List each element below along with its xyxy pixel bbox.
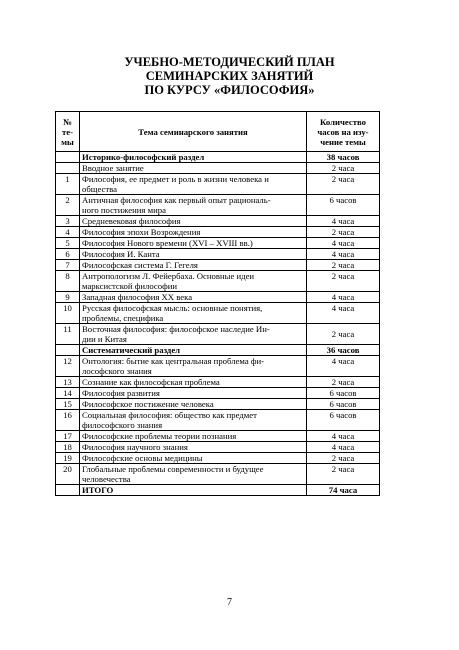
topic-title bbox=[80, 260, 307, 271]
title-line-2: СЕМИНАРСКИХ ЗАНЯТИЙ bbox=[145, 69, 314, 83]
topic-number: 11 bbox=[56, 324, 80, 345]
topic-title bbox=[80, 238, 307, 249]
topic-title bbox=[80, 464, 307, 485]
topic-title-line: Социальная философия: общество как предмет bbox=[82, 410, 257, 420]
table-row bbox=[56, 356, 380, 377]
topic-title-line: Философия развития bbox=[82, 388, 160, 398]
title-line-1: УЧЕБНО-МЕТОДИЧЕСКИЙ ПЛАН bbox=[124, 55, 335, 69]
topic-hours: 4 часа bbox=[307, 292, 380, 303]
topic-title-line: Философские основы медицины bbox=[82, 453, 203, 463]
topic-title-line: Антропологизм Л. Фейербаха. Основные идеи bbox=[82, 271, 255, 281]
topic-title bbox=[80, 442, 307, 453]
topic-title-line: дии и Китая bbox=[82, 334, 127, 344]
topic-title-line: Глобальные проблемы современности и будущее bbox=[82, 464, 264, 474]
topic-title bbox=[80, 174, 307, 195]
topic-title-line: ИТОГО bbox=[82, 485, 114, 495]
topic-hours: 6 часов bbox=[307, 399, 380, 410]
topic-title-line: ного постижения мира bbox=[82, 205, 166, 215]
topic-number: 9 bbox=[56, 292, 80, 303]
header-num-line: № bbox=[63, 116, 72, 127]
header-num-line: те- bbox=[61, 126, 74, 137]
topic-number: 6 bbox=[56, 249, 80, 260]
topic-hours: 2 часа bbox=[307, 377, 380, 388]
topic-title-line: лософского знания bbox=[82, 366, 152, 376]
topic-number: 18 bbox=[56, 442, 80, 453]
page-number: 7 bbox=[227, 597, 232, 608]
table-header-row bbox=[56, 112, 380, 152]
header-hours-line: чение темы bbox=[320, 136, 366, 147]
topic-number bbox=[56, 345, 80, 356]
topic-number: 14 bbox=[56, 388, 80, 399]
topic-title bbox=[80, 303, 307, 324]
topic-hours: 2 часа bbox=[307, 260, 380, 271]
topic-title bbox=[80, 399, 307, 410]
topic-title-line: проблемы, специфика bbox=[82, 313, 164, 323]
header-hours bbox=[307, 112, 380, 152]
total-row bbox=[56, 485, 380, 496]
topic-number: 4 bbox=[56, 227, 80, 238]
topic-title bbox=[80, 410, 307, 431]
topic-title-line: Философия Нового времени (XVI – XVIII вв.) bbox=[82, 238, 253, 248]
topic-title bbox=[80, 195, 307, 216]
topic-number: 10 bbox=[56, 303, 80, 324]
topic-title-line: Философия И. Канта bbox=[82, 249, 160, 259]
topic-title bbox=[80, 249, 307, 260]
topic-title bbox=[80, 485, 307, 496]
topic-title bbox=[80, 431, 307, 442]
topic-title bbox=[80, 216, 307, 227]
topic-hours: 2 часа bbox=[307, 464, 380, 485]
topic-number bbox=[56, 163, 80, 174]
topic-title-line: Философия эпохи Возрождения bbox=[82, 227, 201, 237]
topic-hours: 38 часов bbox=[307, 152, 380, 163]
topic-hours: 74 часа bbox=[307, 485, 380, 496]
topic-number: 20 bbox=[56, 464, 80, 485]
title-line-3: ПО КУРСУ «ФИЛОСОФИЯ» bbox=[144, 83, 315, 97]
topic-title-line: Философия, ее предмет и роль в жизни человека и bbox=[82, 174, 269, 184]
table-row bbox=[56, 249, 380, 260]
header-num-line: мы bbox=[61, 136, 74, 147]
topic-title-line: Онтология: бытие как центральная проблема фи- bbox=[82, 356, 265, 366]
table-row bbox=[56, 324, 380, 345]
topic-title-line: Философия научного знания bbox=[82, 442, 188, 452]
topic-title bbox=[80, 163, 307, 174]
topic-title bbox=[80, 345, 307, 356]
seminar-plan-table bbox=[55, 111, 380, 496]
table-row bbox=[56, 260, 380, 271]
topic-title-line: Философское постижение человека bbox=[82, 399, 214, 409]
topic-hours: 2 часа bbox=[307, 174, 380, 195]
topic-title-line: Средневековая философия bbox=[82, 216, 181, 226]
topic-number: 19 bbox=[56, 453, 80, 464]
topic-number: 15 bbox=[56, 399, 80, 410]
header-topic: Тема семинарского занятия bbox=[80, 112, 307, 152]
table-row bbox=[56, 377, 380, 388]
table-row bbox=[56, 464, 380, 485]
topic-title bbox=[80, 377, 307, 388]
topic-title bbox=[80, 356, 307, 377]
topic-title-line: Философская система Г. Гегеля bbox=[82, 260, 198, 270]
topic-number: 8 bbox=[56, 271, 80, 292]
section-row bbox=[56, 345, 380, 356]
topic-hours: 4 часа bbox=[307, 238, 380, 249]
table-row bbox=[56, 431, 380, 442]
topic-number: 12 bbox=[56, 356, 80, 377]
topic-hours: 2 часа bbox=[307, 163, 380, 174]
topic-title bbox=[80, 271, 307, 292]
topic-title-line: общества bbox=[82, 184, 118, 194]
table-row bbox=[56, 453, 380, 464]
topic-hours: 4 часа bbox=[307, 442, 380, 453]
table-row bbox=[56, 399, 380, 410]
table-row bbox=[56, 195, 380, 216]
topic-number: 5 bbox=[56, 238, 80, 249]
topic-hours: 4 часа bbox=[307, 356, 380, 377]
topic-hours: 2 часа bbox=[307, 227, 380, 238]
topic-hours: 6 часов bbox=[307, 388, 380, 399]
topic-hours: 4 часа bbox=[307, 303, 380, 324]
topic-hours: 36 часов bbox=[307, 345, 380, 356]
topic-hours: 4 часа bbox=[307, 216, 380, 227]
topic-title bbox=[80, 152, 307, 163]
topic-number bbox=[56, 152, 80, 163]
topic-title bbox=[80, 453, 307, 464]
topic-title-line: Сознание как философская проблема bbox=[82, 377, 220, 387]
topic-hours: 4 часа bbox=[307, 431, 380, 442]
table-body bbox=[56, 152, 380, 496]
table-row bbox=[56, 388, 380, 399]
topic-number: 1 bbox=[56, 174, 80, 195]
topic-hours: 2 часа bbox=[307, 324, 380, 345]
header-hours-line: Количество bbox=[320, 116, 366, 127]
topic-title bbox=[80, 324, 307, 345]
topic-title-line: Русская философская мысль: основные понятия, bbox=[82, 303, 263, 313]
document-title bbox=[0, 55, 459, 97]
topic-hours: 2 часа bbox=[307, 271, 380, 292]
topic-number: 2 bbox=[56, 195, 80, 216]
header-hours-line: часов на изу- bbox=[317, 126, 369, 137]
table-row bbox=[56, 227, 380, 238]
topic-hours: 6 часов bbox=[307, 410, 380, 431]
topic-title-line: Философские проблемы теории познания bbox=[82, 431, 237, 441]
table-row bbox=[56, 271, 380, 292]
topic-title-line: Восточная философия: философское наследие Ин- bbox=[82, 324, 270, 334]
topic-title-line: Вводное занятие bbox=[82, 163, 144, 173]
header-topic-number bbox=[56, 112, 80, 152]
table-row bbox=[56, 303, 380, 324]
topic-title-line: марксистской философии bbox=[82, 281, 178, 291]
topic-title-line: Западная философия XX века bbox=[82, 292, 193, 302]
topic-hours: 2 часа bbox=[307, 453, 380, 464]
table-row bbox=[56, 410, 380, 431]
topic-title bbox=[80, 388, 307, 399]
section-row bbox=[56, 152, 380, 163]
topic-title bbox=[80, 227, 307, 238]
topic-title-line: Систематический раздел bbox=[82, 345, 181, 355]
topic-title bbox=[80, 292, 307, 303]
topic-number: 7 bbox=[56, 260, 80, 271]
topic-number: 17 bbox=[56, 431, 80, 442]
topic-hours: 4 часа bbox=[307, 249, 380, 260]
topic-title-line: Историко-философский раздел bbox=[82, 152, 205, 162]
topic-title-line: философского знания bbox=[82, 420, 163, 430]
topic-number: 16 bbox=[56, 410, 80, 431]
table-row bbox=[56, 216, 380, 227]
table-row bbox=[56, 442, 380, 453]
table-row bbox=[56, 292, 380, 303]
table-row bbox=[56, 163, 380, 174]
topic-number: 13 bbox=[56, 377, 80, 388]
table-row bbox=[56, 174, 380, 195]
table-row bbox=[56, 238, 380, 249]
topic-hours: 6 часов bbox=[307, 195, 380, 216]
topic-number: 3 bbox=[56, 216, 80, 227]
topic-title-line: Античная философия как первый опыт рациональ- bbox=[82, 195, 271, 205]
topic-number bbox=[56, 485, 80, 496]
topic-title-line: человечества bbox=[82, 474, 131, 484]
